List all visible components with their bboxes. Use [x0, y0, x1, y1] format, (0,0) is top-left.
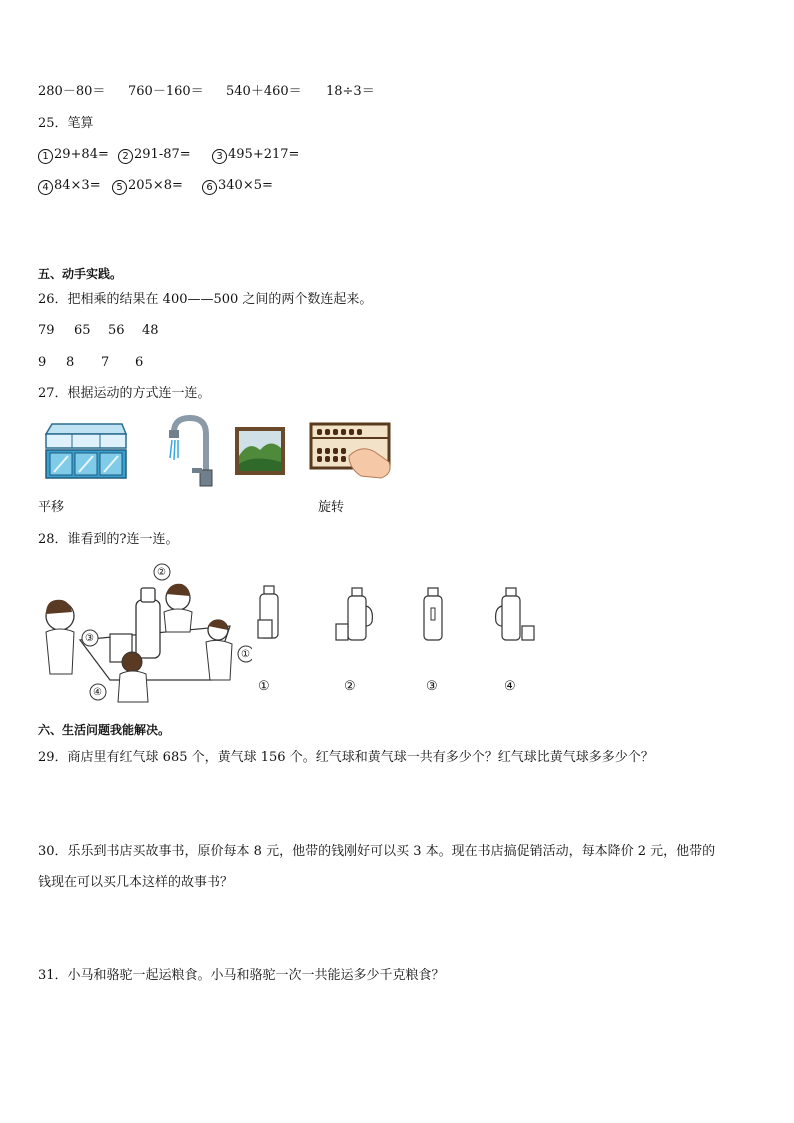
q26-num-79: 79 [38, 323, 55, 338]
q30-line2: 钱现在可以买几本这样的故事书？ [38, 875, 234, 890]
q26-title: 26．把相乘的结果在 400——500 之间的两个数连起来。 [38, 292, 373, 307]
q30-line1: 30．乐乐到书店买故事书，原价每本 8 元，他带的钱刚好可以买 3 本。现在书店搞促销活动，每本降价 2 元，他带的 [38, 844, 716, 859]
q25-item-4: 4 84×3= [38, 178, 101, 195]
section5-heading: 五、动手实践。 [38, 267, 123, 281]
q27-label-rotation: 旋转 [318, 500, 345, 515]
table-scene-picture [40, 562, 252, 704]
abacus-picture [309, 422, 391, 480]
oral-calc-4: 18÷3＝ [326, 84, 375, 99]
q25-title: 25．笔算 [38, 116, 94, 131]
oral-calc-3: 540＋460＝ [226, 84, 302, 99]
oral-calc-2: 760－160＝ [128, 84, 204, 99]
view-number-3: ③ [426, 679, 438, 694]
q31-text: 31．小马和骆驼一起运粮食。小马和骆驼一次一共能运多少千克粮食？ [38, 968, 445, 983]
q26-num-65: 65 [74, 323, 91, 338]
scene-number-4: ④ [93, 687, 102, 698]
scene-number-2: ② [157, 567, 166, 578]
q27-title: 27．根据运动的方式连一连。 [38, 386, 211, 401]
framed-landscape-picture [234, 426, 286, 476]
q26-num-7: 7 [101, 355, 110, 370]
q29-text: 29．商店里有红气球 685 个，黄气球 156 个。红气球和黄气球一共有多少个？红气球比黄气球多多少个？ [38, 750, 654, 765]
q26-num-48: 48 [142, 323, 159, 338]
view-number-2: ② [344, 679, 356, 694]
scene-number-1: ① [241, 649, 250, 660]
q25-item-6: 6 340×5= [202, 178, 273, 195]
q25-item-1: 1 29+84= [38, 147, 109, 164]
q25-item-5: 5 205×8= [112, 178, 183, 195]
view-4-picture [494, 586, 538, 642]
view-number-1: ① [258, 679, 270, 694]
faucet-picture [162, 414, 218, 488]
q26-num-9: 9 [38, 355, 47, 370]
view-3-picture [418, 586, 448, 642]
q28-title: 28．谁看到的?连一连。 [38, 532, 179, 547]
view-1-picture [256, 584, 286, 640]
q26-num-8: 8 [66, 355, 75, 370]
q27-label-translation: 平移 [38, 500, 65, 515]
q26-num-6: 6 [135, 355, 144, 370]
view-number-4: ④ [504, 679, 516, 694]
scene-number-3: ③ [85, 633, 94, 644]
q25-item-3: 3 495+217= [212, 147, 299, 164]
q26-num-56: 56 [108, 323, 125, 338]
view-2-picture [334, 586, 378, 642]
q25-item-2: 2 291-87= [118, 147, 191, 164]
section6-heading: 六、生活问题我能解决。 [38, 723, 171, 737]
oral-calc-1: 280－80＝ [38, 84, 106, 99]
sliding-windows-picture [42, 420, 130, 480]
